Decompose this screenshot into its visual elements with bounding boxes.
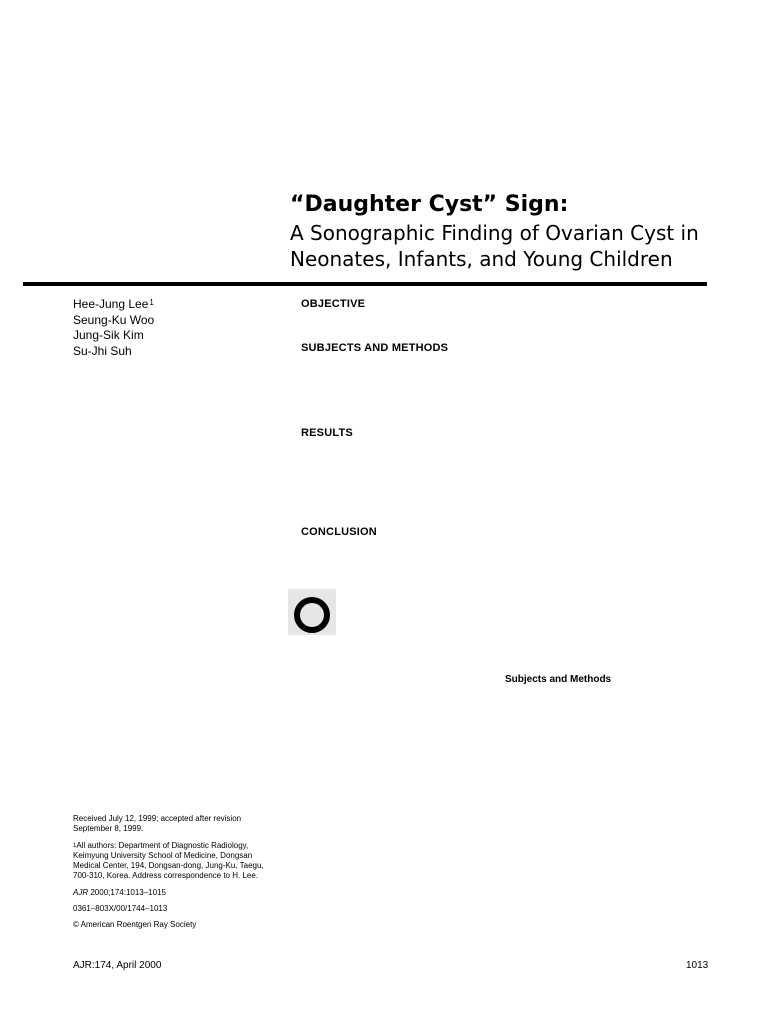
section-heading: Subjects and Methods bbox=[505, 674, 612, 685]
drop-cap bbox=[294, 597, 330, 633]
affiliation-marker: 1 bbox=[73, 842, 77, 849]
subtitle-line-1: A Sonographic Finding of Ovarian Cyst in bbox=[290, 221, 699, 245]
page-number: 1013 bbox=[686, 960, 709, 971]
subtitle-line-2: Neonates, Infants, and Young Children bbox=[290, 247, 673, 271]
affiliation-note bbox=[73, 841, 278, 882]
article-title: “Daughter Cyst” Sign: bbox=[290, 192, 569, 217]
abstract-heading-subjects-methods: SUBJECTS AND METHODS bbox=[301, 342, 449, 354]
author-name-text: Hee-Jung Lee bbox=[73, 297, 149, 311]
author-name: Su-Jhi Suh bbox=[73, 343, 132, 358]
affiliation-text: All authors: Department of Diagnostic Radiology, Keimyung University School of Medicine, Dongsan Medical Center, 194, Dongsan-dong, Jung-Ku, Taegu, 700-310, Korea. Address correspondence to H. Lee. bbox=[73, 840, 264, 881]
running-footer: AJR:174, April 2000 bbox=[73, 960, 162, 971]
article-subtitle bbox=[290, 220, 730, 272]
author-name: Jung-Sik Kim bbox=[73, 328, 144, 342]
issn-code: 0361–803X/00/1744–1013 bbox=[73, 904, 168, 914]
author-list bbox=[73, 297, 154, 359]
affiliation-marker: 1 bbox=[149, 298, 154, 307]
abstract-heading-results: RESULTS bbox=[301, 427, 353, 439]
title-divider bbox=[23, 282, 707, 286]
journal-abbreviation: AJR bbox=[73, 887, 89, 897]
abstract-heading-conclusion: CONCLUSION bbox=[301, 526, 377, 538]
copyright-note: © American Roentgen Ray Society bbox=[73, 920, 197, 930]
footnotes bbox=[73, 814, 278, 937]
citation-details: 2000;174:1013–1015 bbox=[88, 887, 166, 897]
received-note: Received July 12, 1999; accepted after revision September 8, 1999. bbox=[73, 814, 242, 834]
author-name bbox=[73, 297, 154, 313]
abstract-heading-objective: OBJECTIVE bbox=[301, 298, 366, 310]
citation-note bbox=[73, 888, 278, 898]
author-name: Seung-Ku Woo bbox=[73, 312, 155, 327]
